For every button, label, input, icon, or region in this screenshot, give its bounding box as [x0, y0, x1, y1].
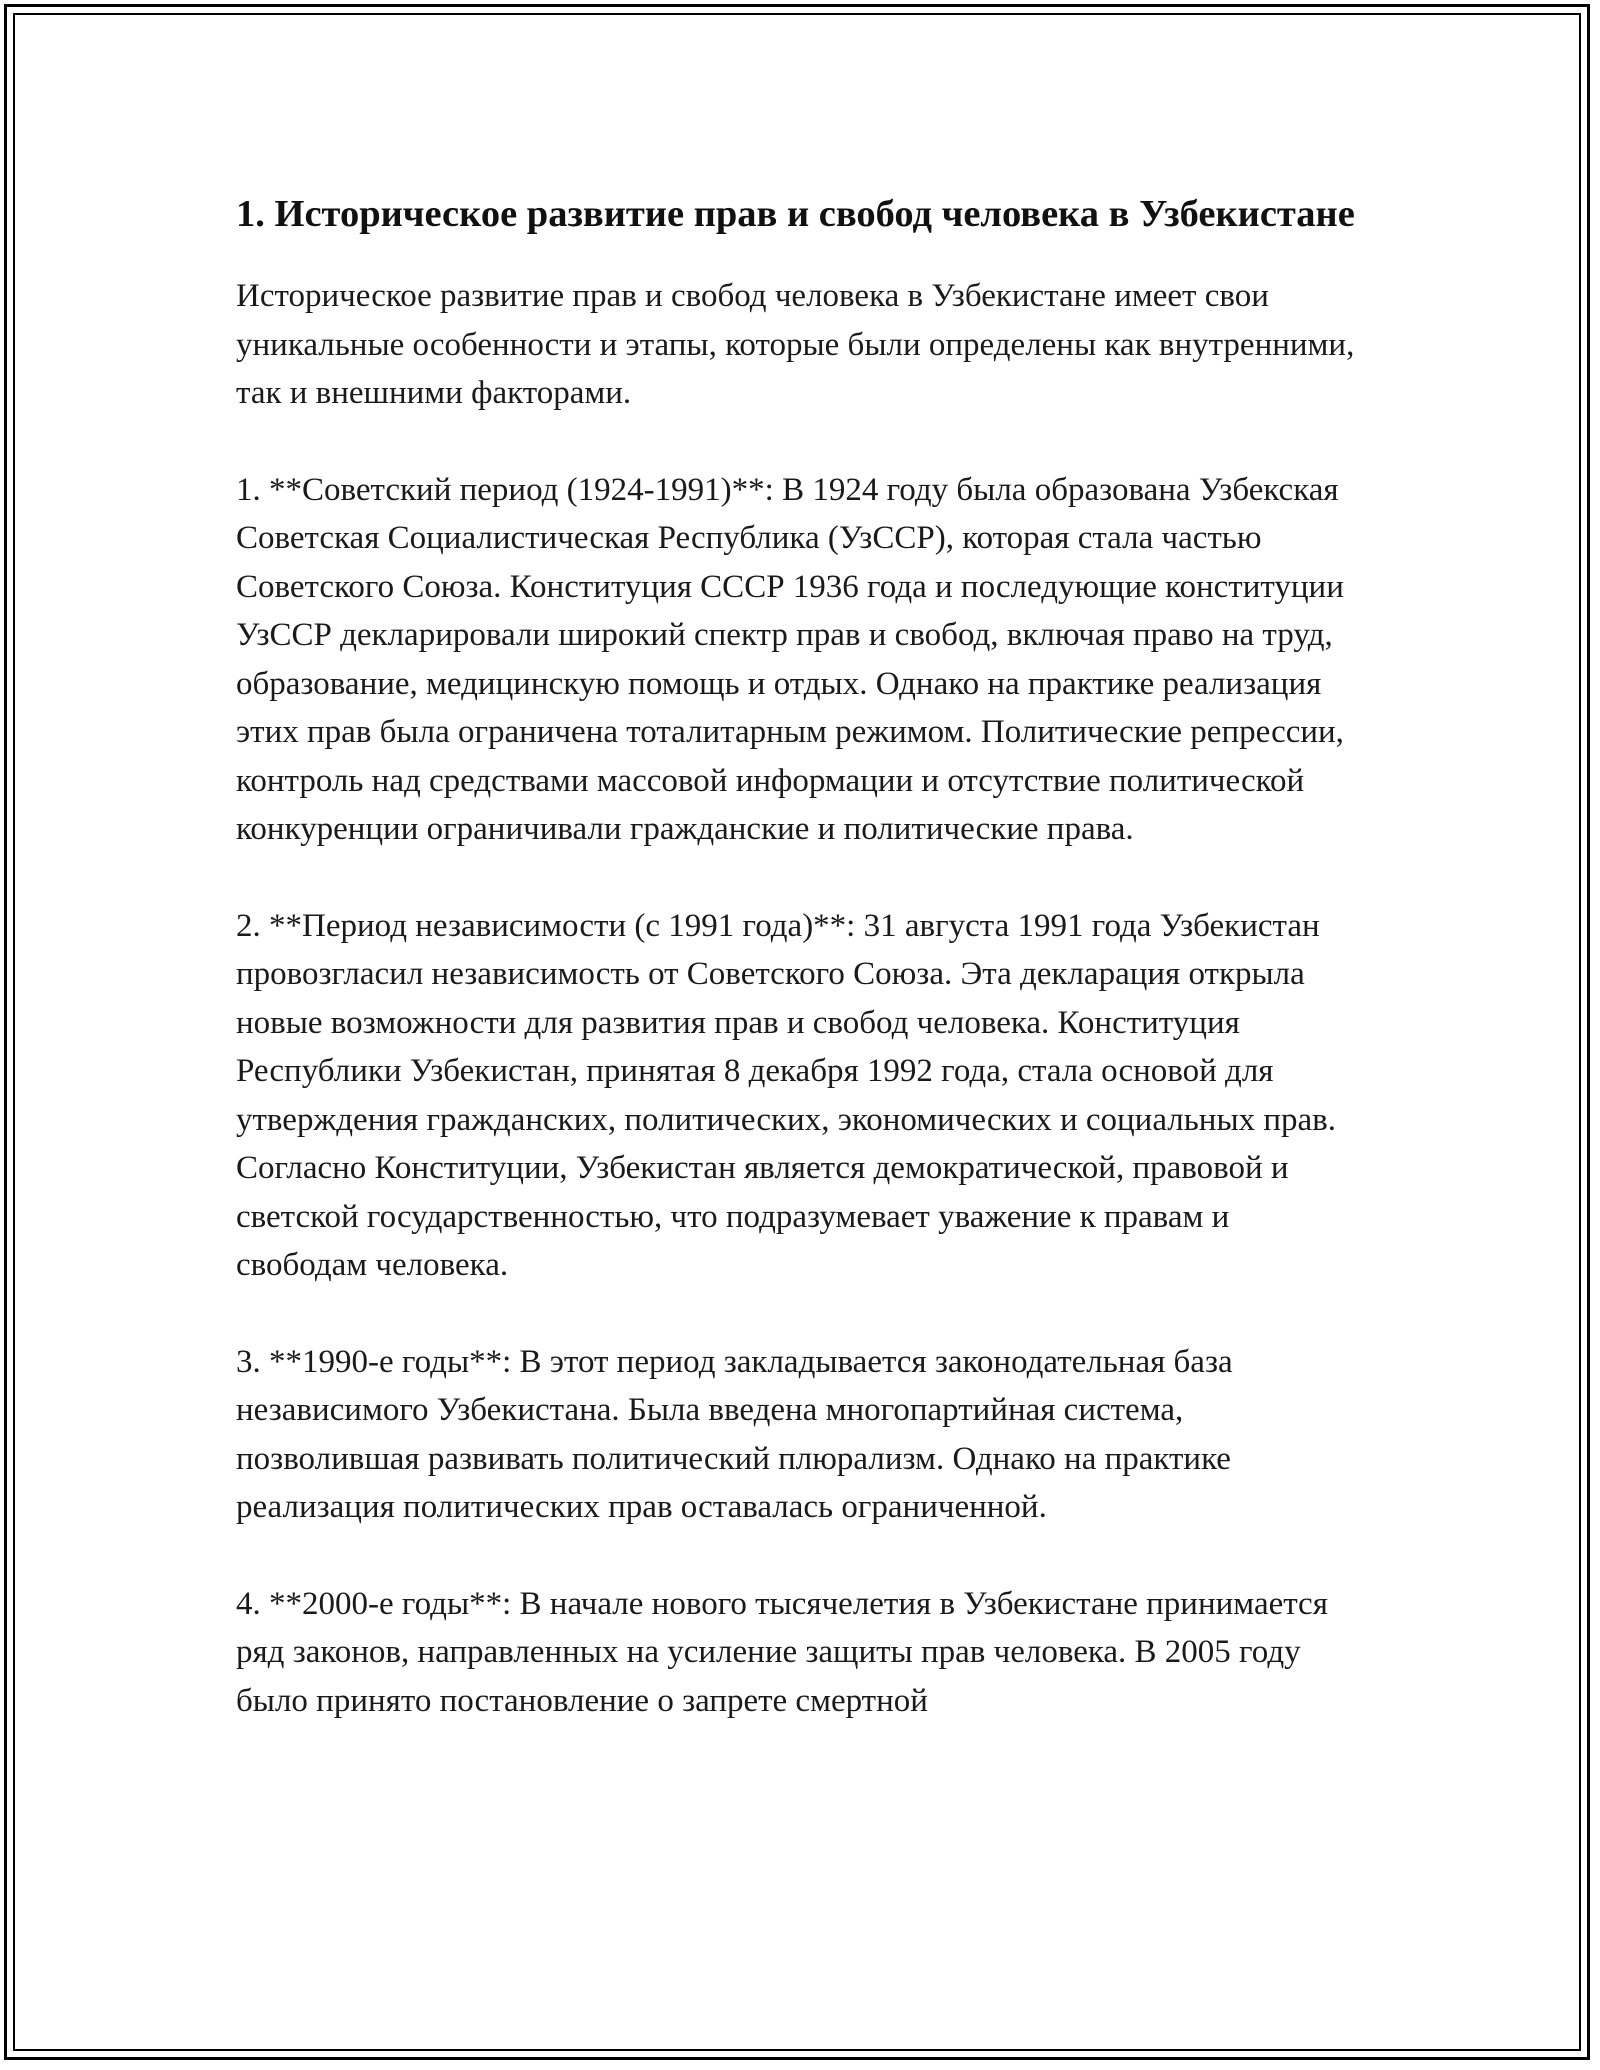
1990s-paragraph: 3. **1990-е годы**: В этот период закладывается законодательная база независимого Узбекистана. Была введена многопартийная система, позволившая развивать политический плюрализм. Однако на практике реализация политических прав оставалась ограниченной. [236, 1343, 1233, 1525]
soviet-period-paragraph: 1. **Советский период (1924-1991)**: В 1924 году была образована Узбекская Советская Социалистическая Республика (УзССР), которая стала частью Советского Союза. Конституция СССР 1936 года и последующие конституции УзССР декларировали широкий спектр прав и свобод, включая право на труд, образование, медицинскую помощь и отдых. Однако на практике реализация этих прав была ограничена тоталитарным режимом. Политические репрессии, контроль над средствами массовой информации и отсутствие политической конкуренции ограничивали гражданские и политические права. [236, 471, 1344, 847]
section-title: 1. Историческое развитие прав и свобод человека в Узбекистане [236, 193, 1355, 235]
document-body [236, 186, 1366, 1773]
independence-period-paragraph: 2. **Период независимости (с 1991 года)**: 31 августа 1991 года Узбекистан провозгласил независимость от Советского Союза. Эта декларация открыла новые возможности для развития прав и свобод человека. Конституция Республики Узбекистан, принятая 8 декабря 1992 года, стала основой для утверждения гражданских, политических, экономических и социальных прав. Согласно Конституции, Узбекистан является демократической, правовой и светской государственностью, что подразумевает уважение к правам и свободам человека. [236, 907, 1337, 1283]
2000s-paragraph: 4. **2000-е годы**: В начале нового тысячелетия в Узбекистане принимается ряд законов, направленных на усиление защиты прав человека. В 2005 году было принято постановление о запрете смертной [236, 1585, 1328, 1719]
intro-paragraph: Историческое развитие прав и свобод человека в Узбекистане имеет свои уникальные особенности и этапы, которые были определены как внутренними, так и внешними факторами. [236, 278, 1355, 411]
